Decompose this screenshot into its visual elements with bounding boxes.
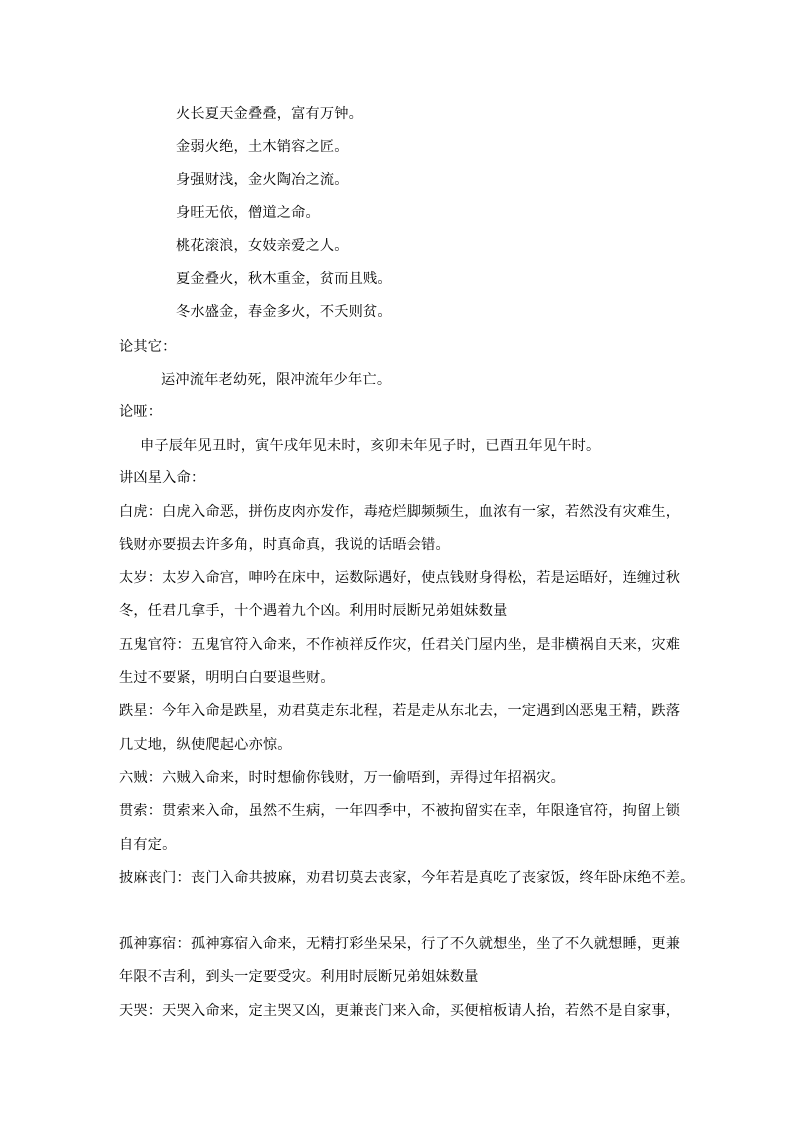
- body-line: 年限不吉利，到头一定要受灾。利用时辰断兄弟姐妹数量: [119, 969, 479, 985]
- body-line: 披麻丧门：丧门入命共披麻，劝君切莫去丧家，今年若是真吃了丧家饭，终年卧床绝不差。: [119, 870, 695, 886]
- verse-line: 夏金叠火，秋木重金，贫而且贱。: [176, 271, 392, 287]
- section-heading-other: 论其它：: [119, 339, 177, 355]
- body-line: 六贼：六贼入命来，时时想偷你钱财，万一偷唔到，弄得过年招祸灾。: [119, 770, 566, 786]
- body-line: 冬，任君几拿手，十个遇着九个凶。利用时辰断兄弟姐妹数量: [119, 603, 508, 619]
- body-line: 跌星：今年入命是跌星，劝君莫走东北程，若是走从东北去，一定遇到凶恶鬼王精，跌落: [119, 703, 681, 719]
- body-line: 生过不要紧，明明白白要退些财。: [119, 670, 335, 686]
- verse-line: 火长夏天金叠叠，富有万钟。: [176, 106, 364, 122]
- verse-line: 金弱火绝，土木销容之匠。: [176, 139, 349, 155]
- body-line: 自有定。: [119, 837, 177, 853]
- section-heading-mute: 论哑：: [119, 404, 163, 420]
- body-line: 白虎：白虎入命恶，拼伤皮肉亦发作，毒疮烂脚频频生，血浓有一家，若然没有灾难生，: [119, 504, 681, 520]
- body-line: 几丈地，纵使爬起心亦惊。: [119, 737, 292, 753]
- body-line: 钱财亦要损去许多角，时真命真，我说的话晤会错。: [119, 537, 450, 553]
- verse-line: 桃花滚浪，女妓亲爱之人。: [176, 238, 349, 254]
- section-heading-stars: 讲凶星入命：: [119, 470, 206, 486]
- body-line: 太岁：太岁入命宫，呻吟在床中，运数际遇好，使点钱财身得松，若是运晤好，连缠过秋: [119, 570, 681, 586]
- section-text-other: 运冲流年老幼死，限冲流年少年亡。: [161, 372, 392, 388]
- section-text-mute: 申子辰年见丑时，寅午戌年见未时，亥卯未年见子时，已酉丑年见午时。: [140, 438, 601, 454]
- verse-line: 冬水盛金，春金多火，不夭则贫。: [176, 304, 392, 320]
- verse-line: 身旺无依，僧道之命。: [176, 205, 320, 221]
- body-line: 五鬼官符：五鬼官符入命来，不作祯祥反作灾，任君关门屋内坐，是非横祸自天来，灾难: [119, 637, 681, 653]
- verse-line: 身强财浅，金火陶冶之流。: [176, 172, 349, 188]
- body-line: 孤神寡宿：孤神寡宿入命来，无精打彩坐呆呆，行了不久就想坐，坐了不久就想睡，更兼: [119, 936, 681, 952]
- body-line: 贯索：贯索来入命，虽然不生病，一年四季中，不被拘留实在幸，年限逢官符，拘留上锁: [119, 803, 681, 819]
- body-line: 天哭：天哭入命来，定主哭又凶，更兼丧门来入命，买便棺板请人抬，若然不是自家事，: [119, 1003, 681, 1019]
